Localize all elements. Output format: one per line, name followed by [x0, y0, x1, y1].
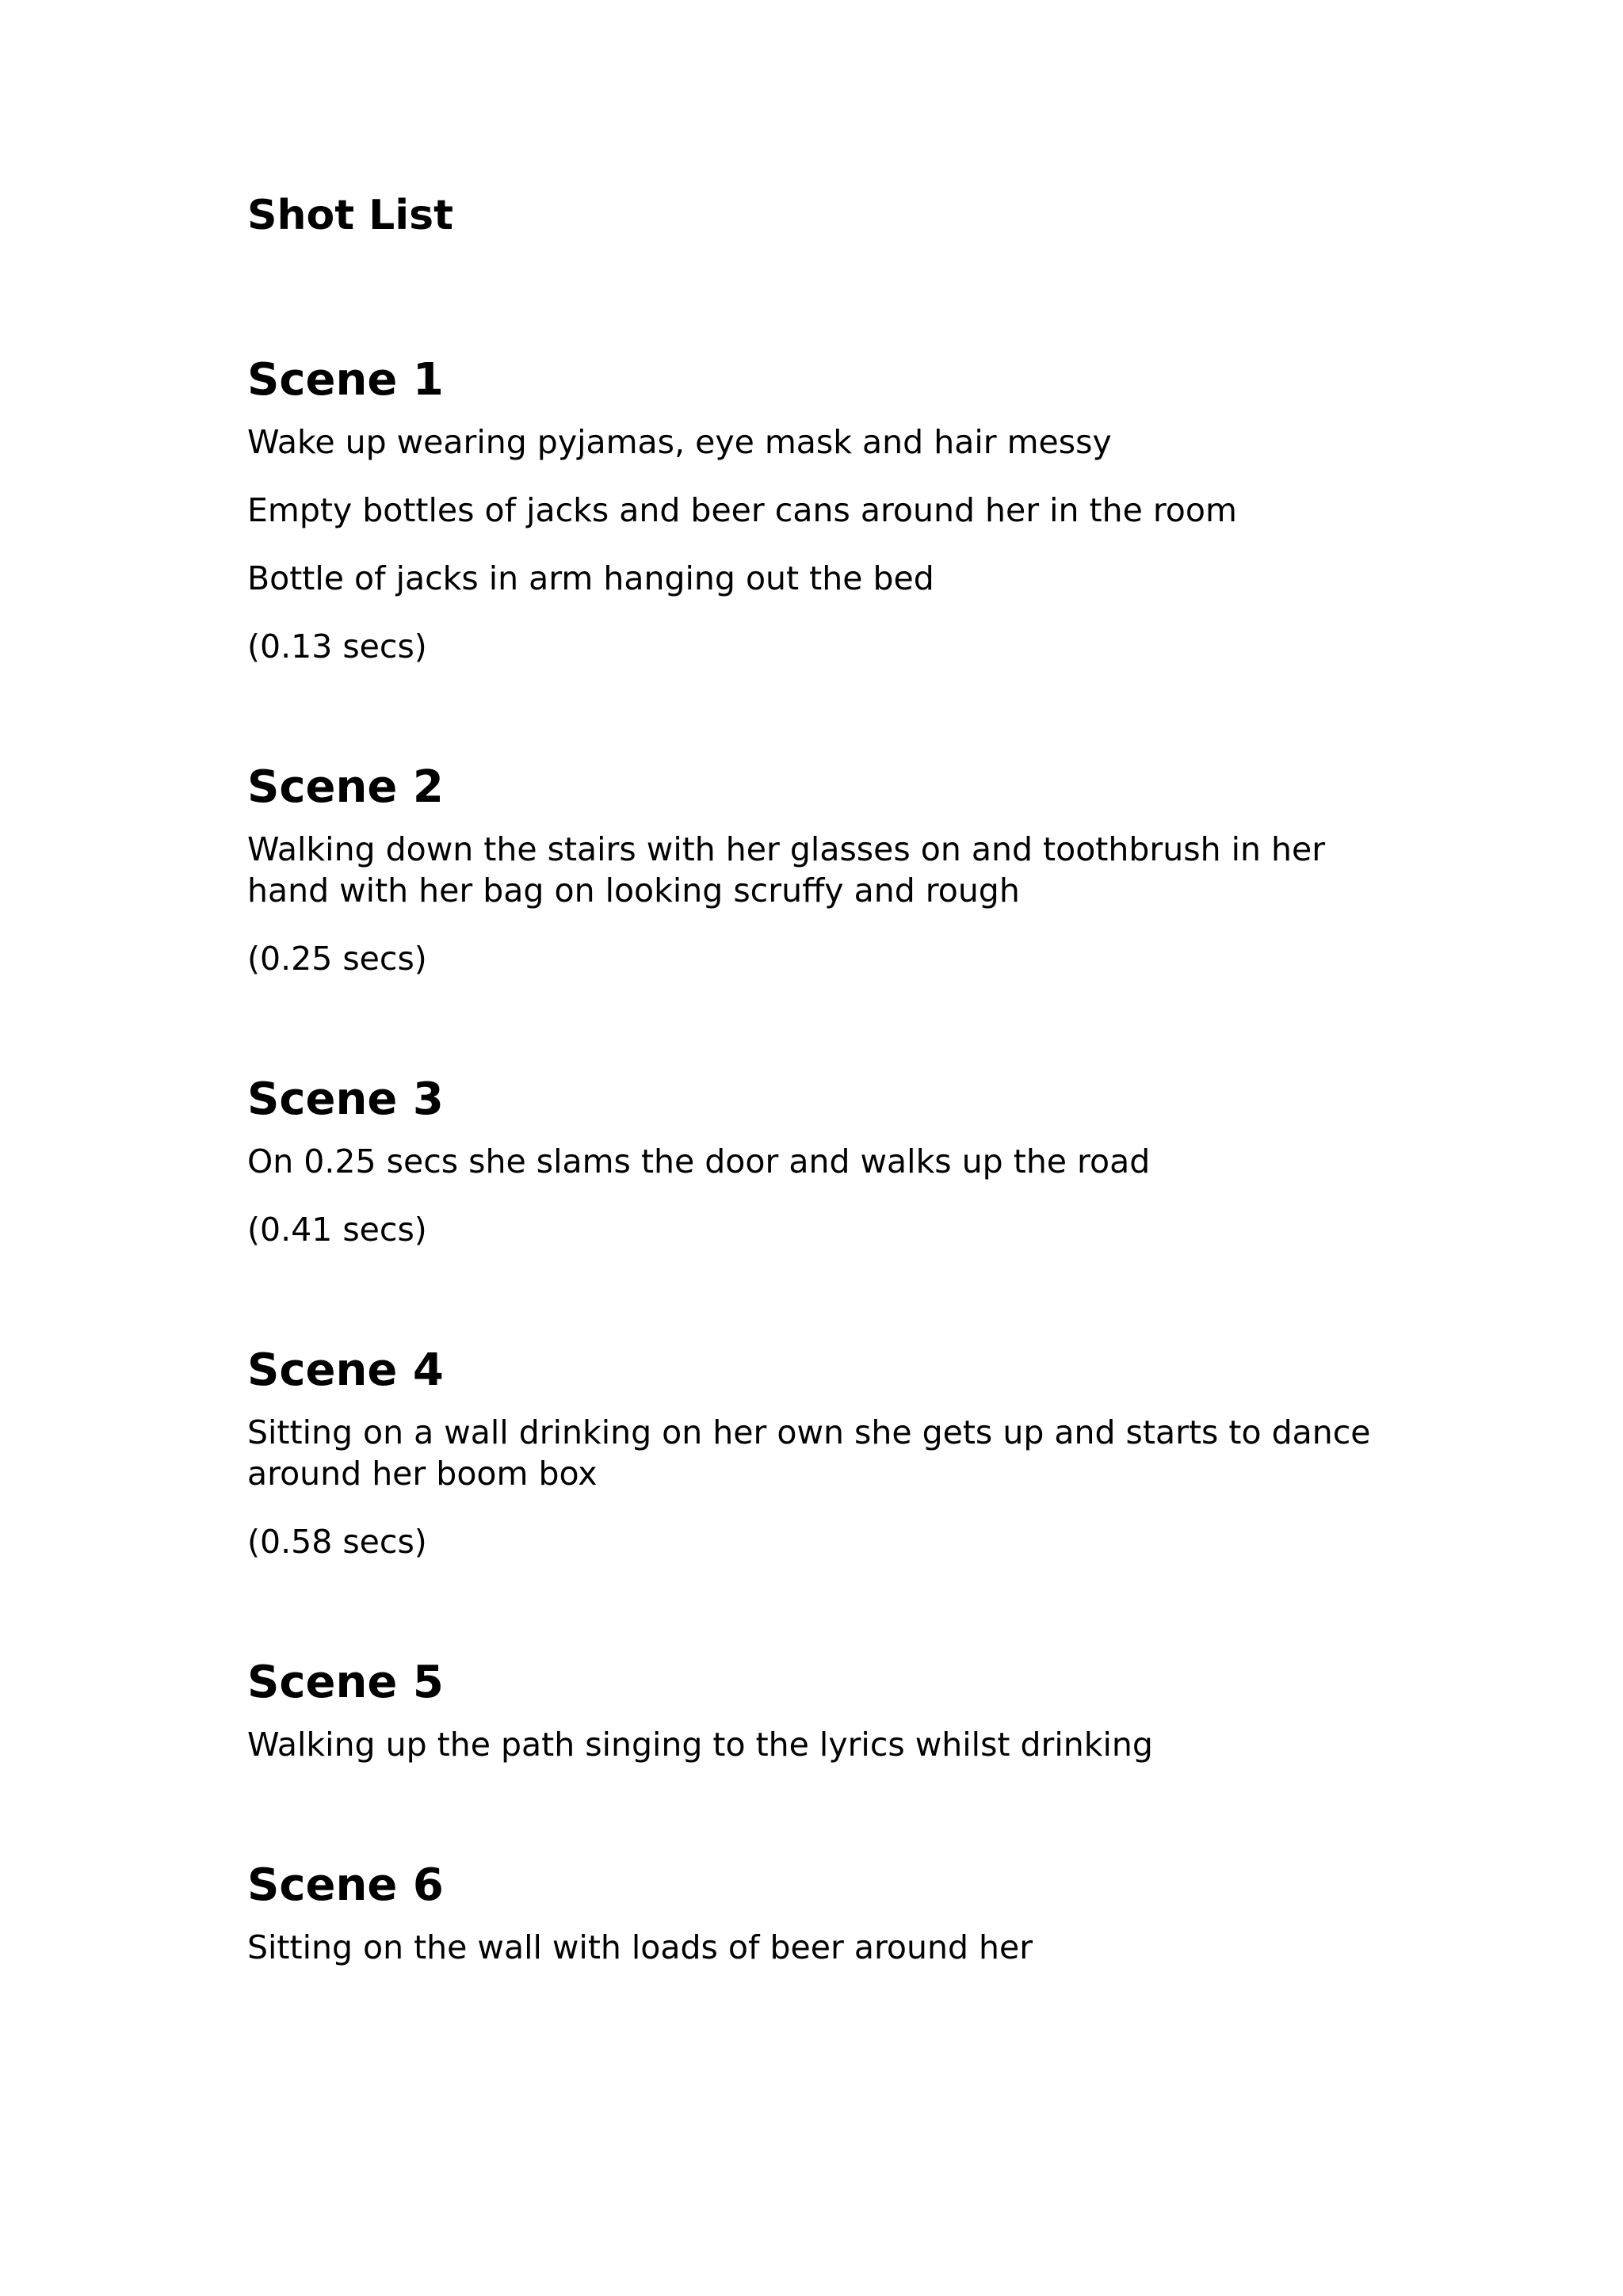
scene-3 — [247, 1073, 1396, 1250]
scene-duration: (0.25 secs) — [247, 940, 427, 978]
scene-duration: (0.41 secs) — [247, 1211, 427, 1249]
scene-duration: (0.58 secs) — [247, 1523, 427, 1561]
scene-heading: Scene 2 — [247, 761, 444, 813]
scene-heading: Scene 6 — [247, 1859, 444, 1911]
document-body — [247, 190, 1396, 1968]
scene-description: Empty bottles of jacks and beer cans around her in the room — [247, 491, 1237, 529]
document-title: Shot List — [247, 192, 453, 239]
scene-description: Bottle of jacks in arm hanging out the bed — [247, 559, 934, 597]
scene-1 — [247, 353, 1396, 667]
scene-description: Sitting on a wall drinking on her own she gets up and starts to dance around her boom box — [247, 1413, 1371, 1493]
scene-description: On 0.25 secs she slams the door and walks up the road — [247, 1142, 1151, 1180]
scene-description: Sitting on the wall with loads of beer around her — [247, 1928, 1033, 1966]
scene-5 — [247, 1656, 1396, 1765]
scene-heading: Scene 4 — [247, 1344, 444, 1396]
scene-heading: Scene 3 — [247, 1074, 444, 1125]
scene-6 — [247, 1859, 1396, 1968]
scene-description: Walking down the stairs with her glasses on and toothbrush in her hand with her bag on looking scruffy and rough — [247, 830, 1326, 910]
scene-2 — [247, 761, 1396, 979]
scene-description: Wake up wearing pyjamas, eye mask and hair messy — [247, 423, 1112, 461]
scene-4 — [247, 1344, 1396, 1562]
scene-heading: Scene 5 — [247, 1657, 444, 1708]
scene-heading: Scene 1 — [247, 354, 444, 406]
scene-duration: (0.13 secs) — [247, 627, 427, 666]
scene-description: Walking up the path singing to the lyrics whilst drinking — [247, 1726, 1153, 1764]
